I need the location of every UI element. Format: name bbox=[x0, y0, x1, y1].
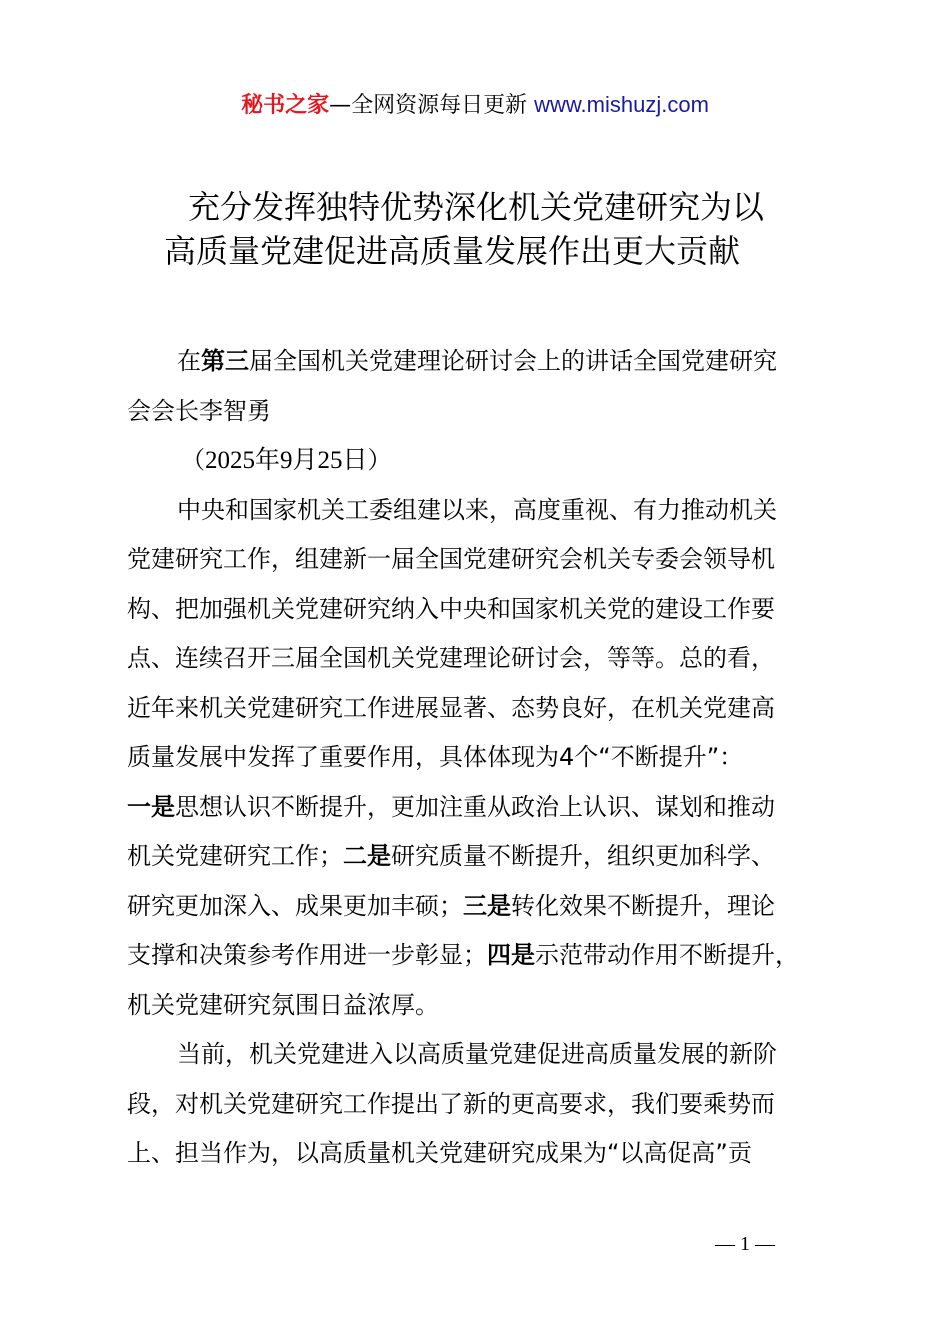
point-two-text: 研究质量不断提升，组织更加科学、 bbox=[391, 842, 775, 870]
line8-pre: 机关党建研究工作； bbox=[127, 842, 343, 870]
para1-line-1: 中央和国家机关工委组建以来，高度重视、有力推动机关 bbox=[177, 495, 777, 524]
subtitle-post: 届全国机关党建理论研讨会上的讲话全国党建研究 bbox=[249, 347, 777, 375]
date-open-paren: （ bbox=[181, 446, 205, 474]
subtitle-pre: 在 bbox=[177, 347, 201, 375]
point-three-text: 转化效果不断提升，理论 bbox=[511, 891, 775, 920]
point-four-text: 示范带动作用不断提升， bbox=[535, 941, 799, 969]
para2-line-1: 当前，机关党建进入以高质量党建促进高质量发展的新阶 bbox=[177, 1040, 777, 1068]
para1-line-7 bbox=[127, 783, 837, 833]
point-one-text: 思想认识不断提升，更加注重从政治上认识、谋划和推动 bbox=[175, 792, 775, 821]
para1-line-5: 近年来机关党建研究工作进展显著、态势良好，在机关党建高 bbox=[127, 693, 775, 722]
para1-line-9 bbox=[127, 882, 837, 932]
para1-line-10 bbox=[127, 931, 837, 981]
header-url-link[interactable]: www.mishuzj.com bbox=[534, 92, 709, 117]
site-header bbox=[0, 88, 950, 123]
point-three-label: 三是 bbox=[463, 891, 511, 920]
para1-line-6: 质量发展中发挥了重要作用，具体体现为4个“不断提升”： bbox=[127, 743, 744, 771]
document-title bbox=[128, 185, 828, 273]
header-tagline: —全网资源每日更新 bbox=[329, 93, 528, 118]
para1-line-4: 点、连续召开三届全国机关党建理论研讨会，等等。总的看， bbox=[127, 644, 775, 672]
point-one-label: 一是 bbox=[127, 792, 175, 821]
subtitle-bold: 第三 bbox=[201, 347, 249, 375]
para1-line-3: 构、把加强机关党建研究纳入中央和国家机关党的建设工作要 bbox=[127, 594, 775, 623]
document-body bbox=[127, 337, 837, 1179]
brand-name: 秘书之家 bbox=[241, 93, 330, 118]
point-two-label: 二是 bbox=[343, 842, 391, 870]
date-text: 2025年9月25日 bbox=[205, 447, 368, 474]
title-line-1: 充分发挥独特优势深化机关党建研究为以 bbox=[188, 188, 765, 226]
para1-line-11: 机关党建研究氛围日益浓厚。 bbox=[127, 990, 439, 1019]
speech-date bbox=[127, 436, 837, 486]
para2-line-3: 上、担当作为，以高质量机关党建研究成果为“以高促高”贡 bbox=[127, 1139, 752, 1167]
subtitle-line-2: 会会长李智勇 bbox=[127, 396, 271, 425]
para2-line-2: 段，对机关党建研究工作提出了新的更高要求，我们要乘势而 bbox=[127, 1089, 775, 1118]
para1-line-8 bbox=[127, 832, 837, 882]
title-line-2: 高质量党建促进高质量发展作出更大贡献 bbox=[164, 232, 741, 270]
line10-pre: 支撑和决策参考作用进一步彰显； bbox=[127, 941, 487, 969]
line9-pre: 研究更加深入、成果更加丰硕； bbox=[127, 891, 463, 920]
date-close-paren: ） bbox=[367, 446, 392, 474]
point-four-label: 四是 bbox=[487, 941, 535, 969]
page-number: — 1 — bbox=[715, 1233, 775, 1255]
para1-line-2: 党建研究工作，组建新一届全国党建研究会机关专委会领导机 bbox=[127, 545, 775, 573]
subtitle-line-1 bbox=[127, 337, 837, 387]
